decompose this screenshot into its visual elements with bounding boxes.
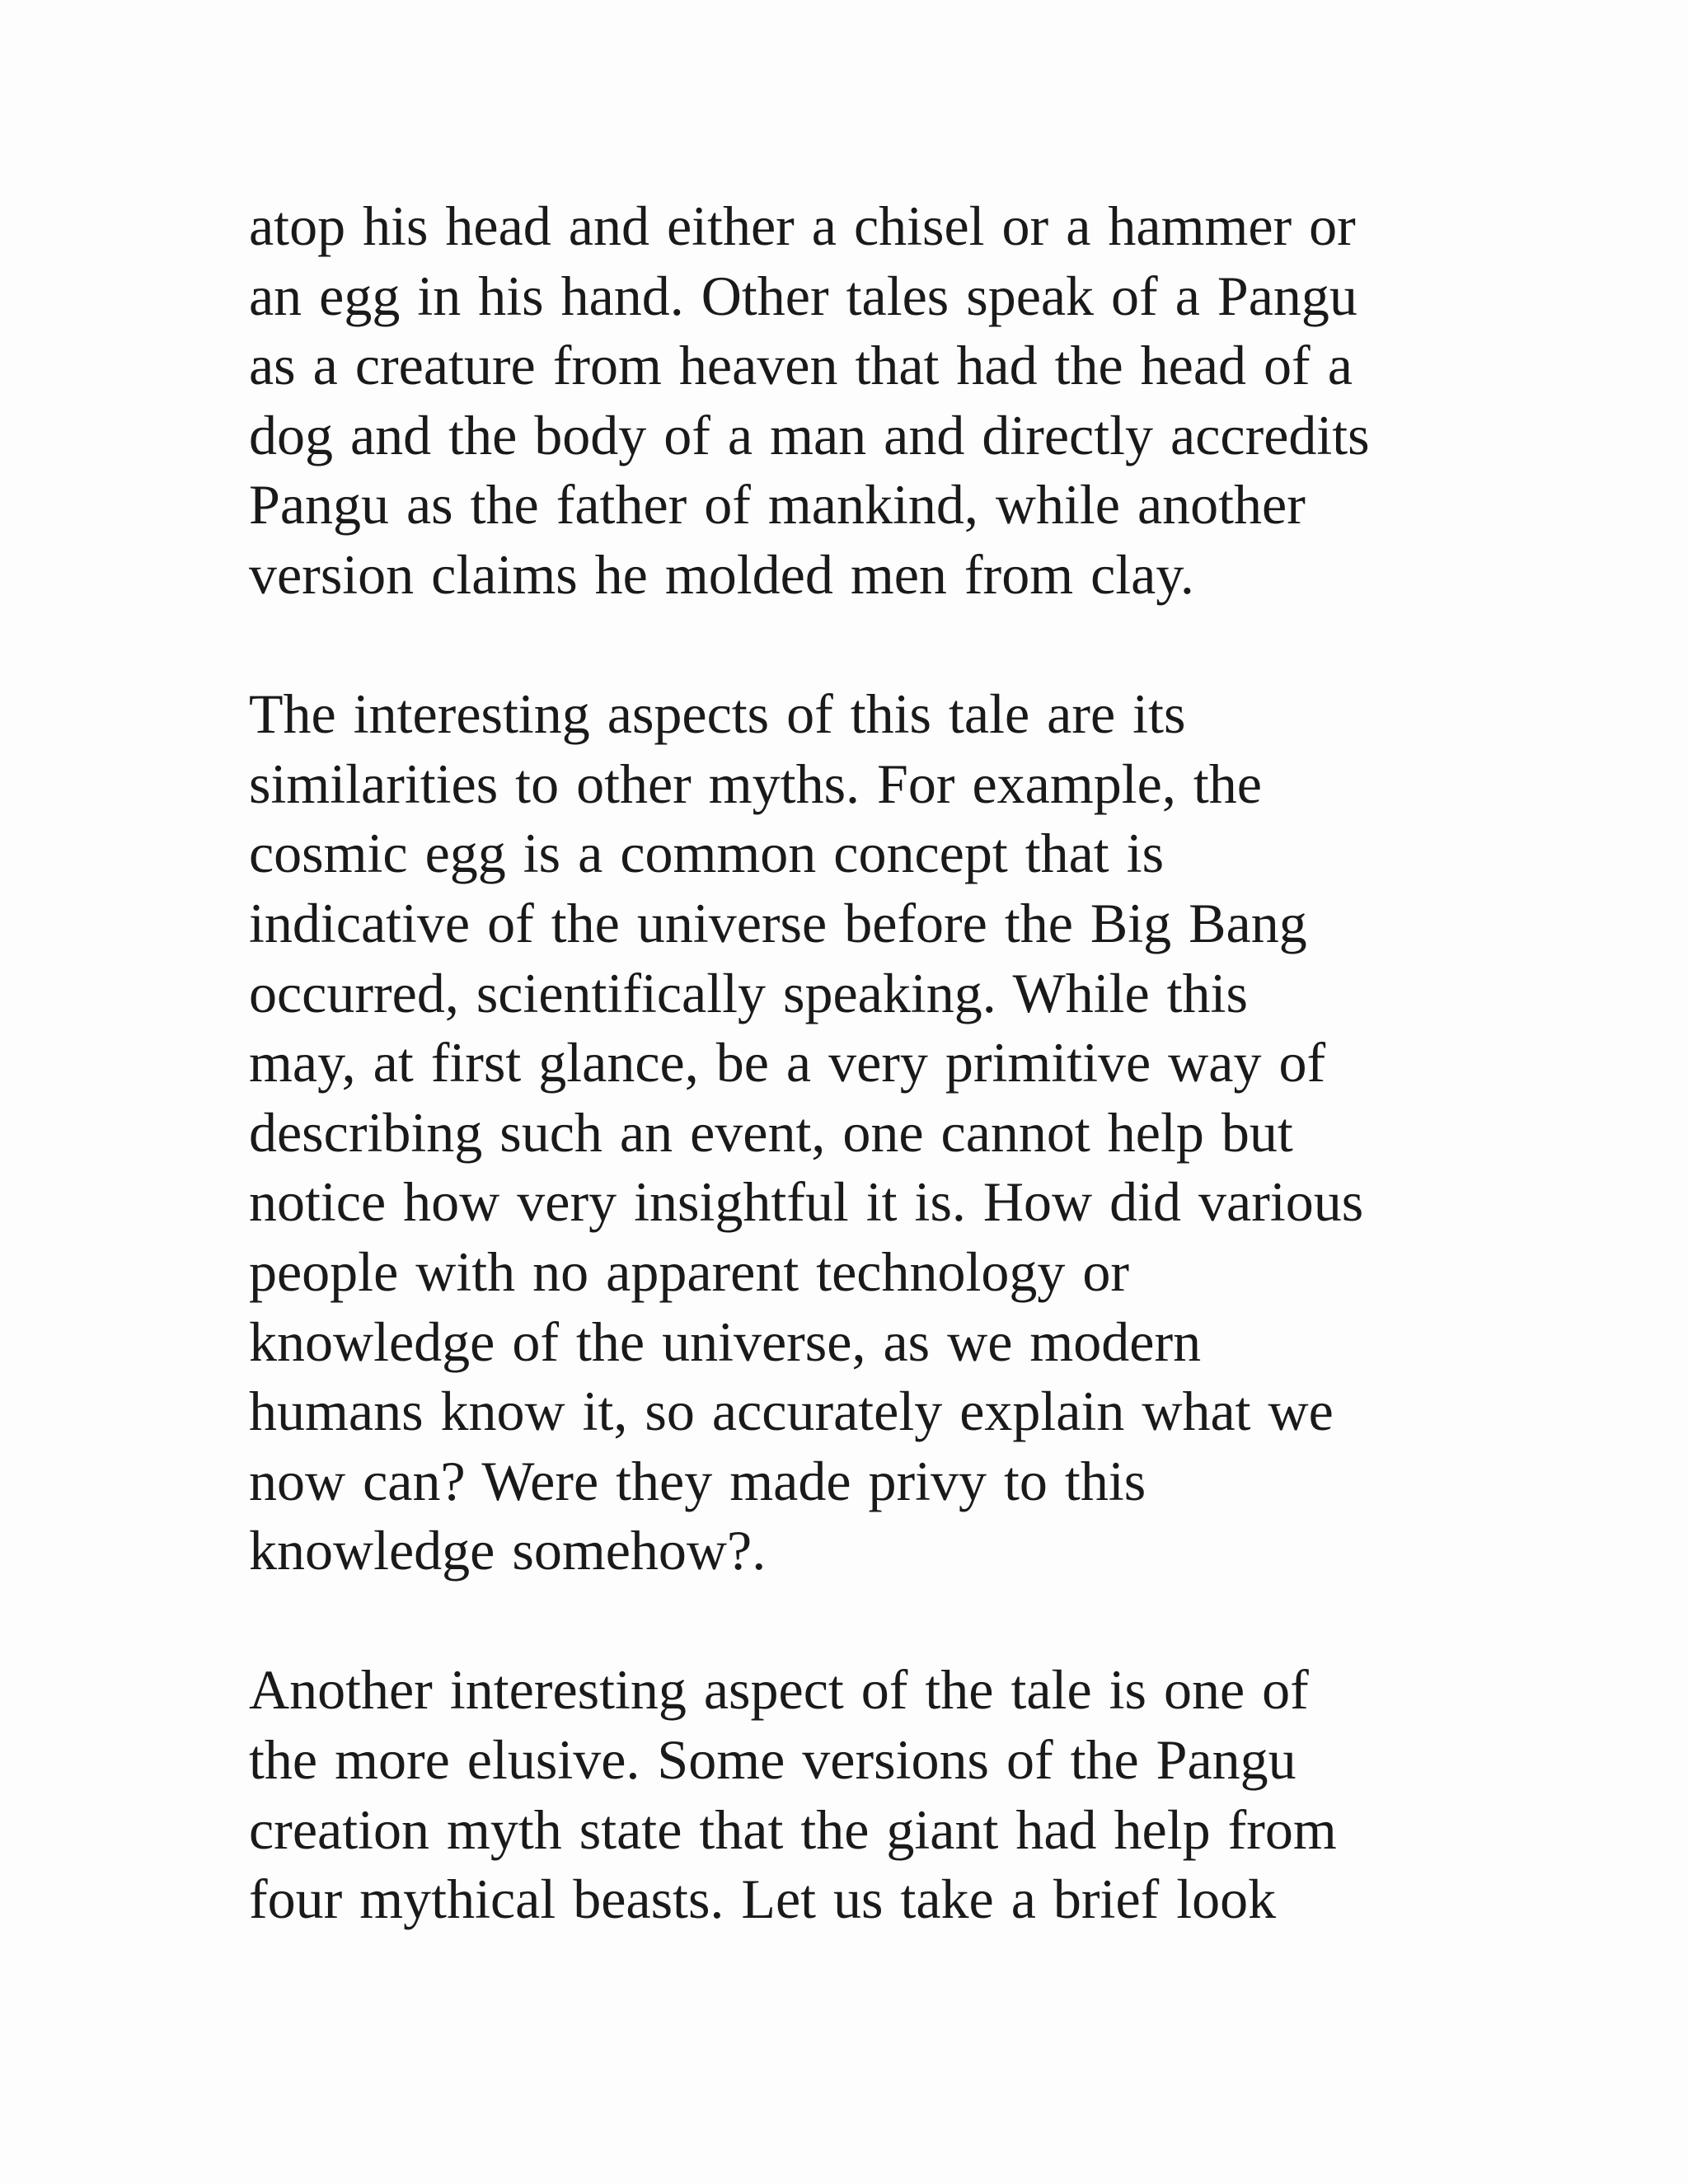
paragraph-3 — [249, 1655, 1485, 1933]
text-line: describing such an event, one cannot help but — [249, 1100, 1293, 1164]
text-line: dog and the body of a man and directly accredits — [249, 403, 1370, 466]
text-line: version claims he molded men from clay. — [249, 542, 1194, 606]
text-line: Another interesting aspect of the tale is one of — [249, 1658, 1309, 1722]
body-text — [249, 191, 1485, 2004]
text-line: four mythical beasts. Let us take a brief look — [249, 1868, 1277, 1931]
text-line: knowledge somehow?. — [249, 1519, 767, 1582]
text-line: occurred, scientifically speaking. While this — [249, 961, 1248, 1024]
text-line: may, at first glance, be a very primitive way of — [249, 1031, 1326, 1094]
text-line: knowledge of the universe, as we modern — [249, 1310, 1202, 1373]
text-line: Pangu as the father of mankind, while another — [249, 473, 1306, 537]
text-line: the more elusive. Some versions of the Pangu — [249, 1728, 1296, 1792]
text-line: an egg in his hand. Other tales speak of a Pangu — [249, 264, 1357, 327]
text-line: as a creature from heaven that had the head of a — [249, 334, 1353, 397]
paragraph-2 — [249, 679, 1485, 1586]
text-line: creation myth state that the giant had help from — [249, 1797, 1337, 1861]
text-line: now can? Were they made privy to this — [249, 1449, 1146, 1512]
text-line: people with no apparent technology or — [249, 1240, 1130, 1303]
text-line: indicative of the universe before the Big Bang — [249, 891, 1307, 954]
text-line: notice how very insightful it is. How did various — [249, 1170, 1364, 1234]
text-line: atop his head and either a chisel or a hammer or — [249, 194, 1356, 257]
text-line: similarities to other myths. For example, the — [249, 752, 1262, 815]
paragraph-1 — [249, 191, 1485, 610]
text-line: The interesting aspects of this tale are its — [249, 682, 1186, 746]
text-line: humans know it, so accurately explain what we — [249, 1380, 1334, 1443]
text-line: cosmic egg is a common concept that is — [249, 822, 1165, 885]
